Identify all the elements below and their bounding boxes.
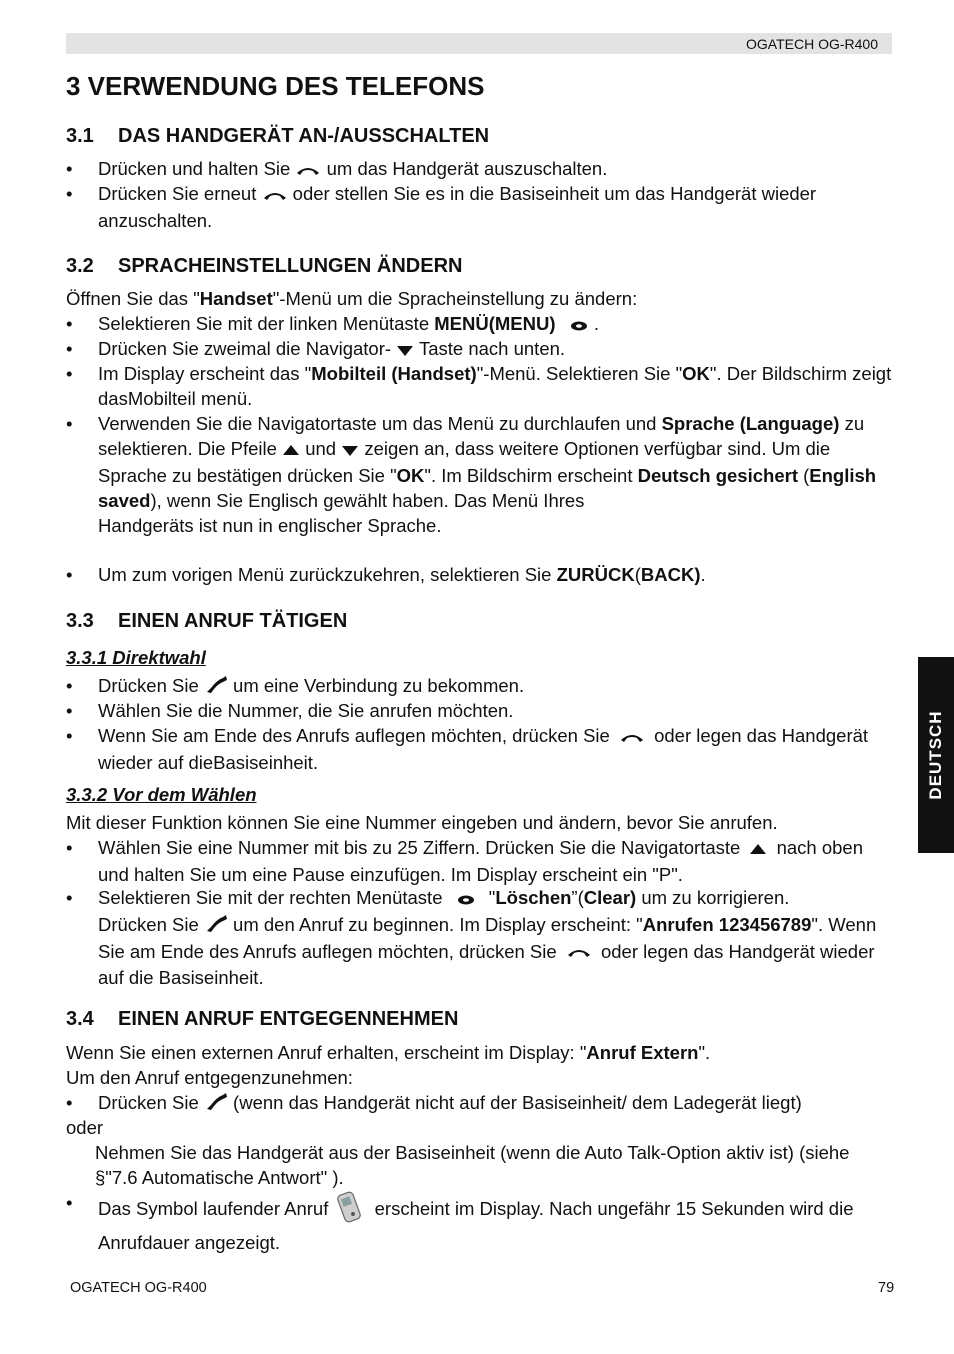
hang-up-icon bbox=[619, 725, 645, 750]
paragraph: Um den Anruf entgegenzunehmen: bbox=[66, 1067, 353, 1088]
header-model: OGATECH OG-R400 bbox=[746, 36, 878, 52]
language-side-tab: DEUTSCH bbox=[918, 657, 954, 853]
subheading-direktwahl: 3.3.1 Direktwahl bbox=[66, 647, 206, 668]
page-number: 79 bbox=[878, 1280, 895, 1296]
section-heading-3-2: 3.2 SPRACHEINSTELLUNGEN ÄNDERN bbox=[66, 255, 463, 277]
section-heading-3-3: 3.3 EINEN ANRUF TÄTIGEN bbox=[66, 610, 348, 632]
chapter-title: 3 VERWENDUNG DES TELEFONS bbox=[66, 71, 485, 101]
subheading-vor-dem-waehlen: 3.3.2 Vor dem Wählen bbox=[66, 784, 257, 805]
menu-key-icon bbox=[569, 313, 589, 338]
call-icon bbox=[204, 913, 228, 939]
paragraph: oder bbox=[66, 1117, 104, 1138]
menu-key-icon bbox=[456, 887, 476, 912]
section-heading-3-4: 3.4 EINEN ANRUF ENTGEGENNEHMEN bbox=[66, 1008, 459, 1030]
header-bar bbox=[66, 33, 892, 54]
paragraph: Öffnen Sie das "Handset"-Menü um die Spracheinstellung zu ändern: bbox=[66, 288, 638, 309]
paragraph: Wenn Sie einen externen Anruf erhalten, erscheint im Display: "Anruf Extern". bbox=[66, 1042, 711, 1063]
arrow-down-icon bbox=[341, 438, 359, 463]
footer-model: OGATECH OG-R400 bbox=[70, 1280, 207, 1296]
call-icon bbox=[204, 674, 228, 700]
arrow-up-icon bbox=[749, 837, 767, 862]
arrow-down-icon bbox=[396, 338, 414, 363]
active-call-icon bbox=[337, 1190, 367, 1230]
arrow-up-icon bbox=[282, 438, 300, 463]
paragraph: Nehmen Sie das Handgerät aus der Basiseinheit (wenn die Auto Talk-Option aktiv ist) (siehe §"7.6 Automatische Antwort" ). bbox=[95, 1142, 850, 1188]
hang-up-icon bbox=[262, 183, 288, 208]
paragraph: Mit dieser Funktion können Sie eine Nummer eingeben und ändern, bevor Sie anrufen. bbox=[66, 812, 778, 833]
hang-up-icon bbox=[566, 940, 592, 965]
call-icon bbox=[204, 1091, 228, 1117]
section-heading-3-1: 3.1 DAS HANDGERÄT AN-/AUSSCHALTEN bbox=[66, 125, 490, 147]
hang-up-icon bbox=[295, 158, 321, 183]
